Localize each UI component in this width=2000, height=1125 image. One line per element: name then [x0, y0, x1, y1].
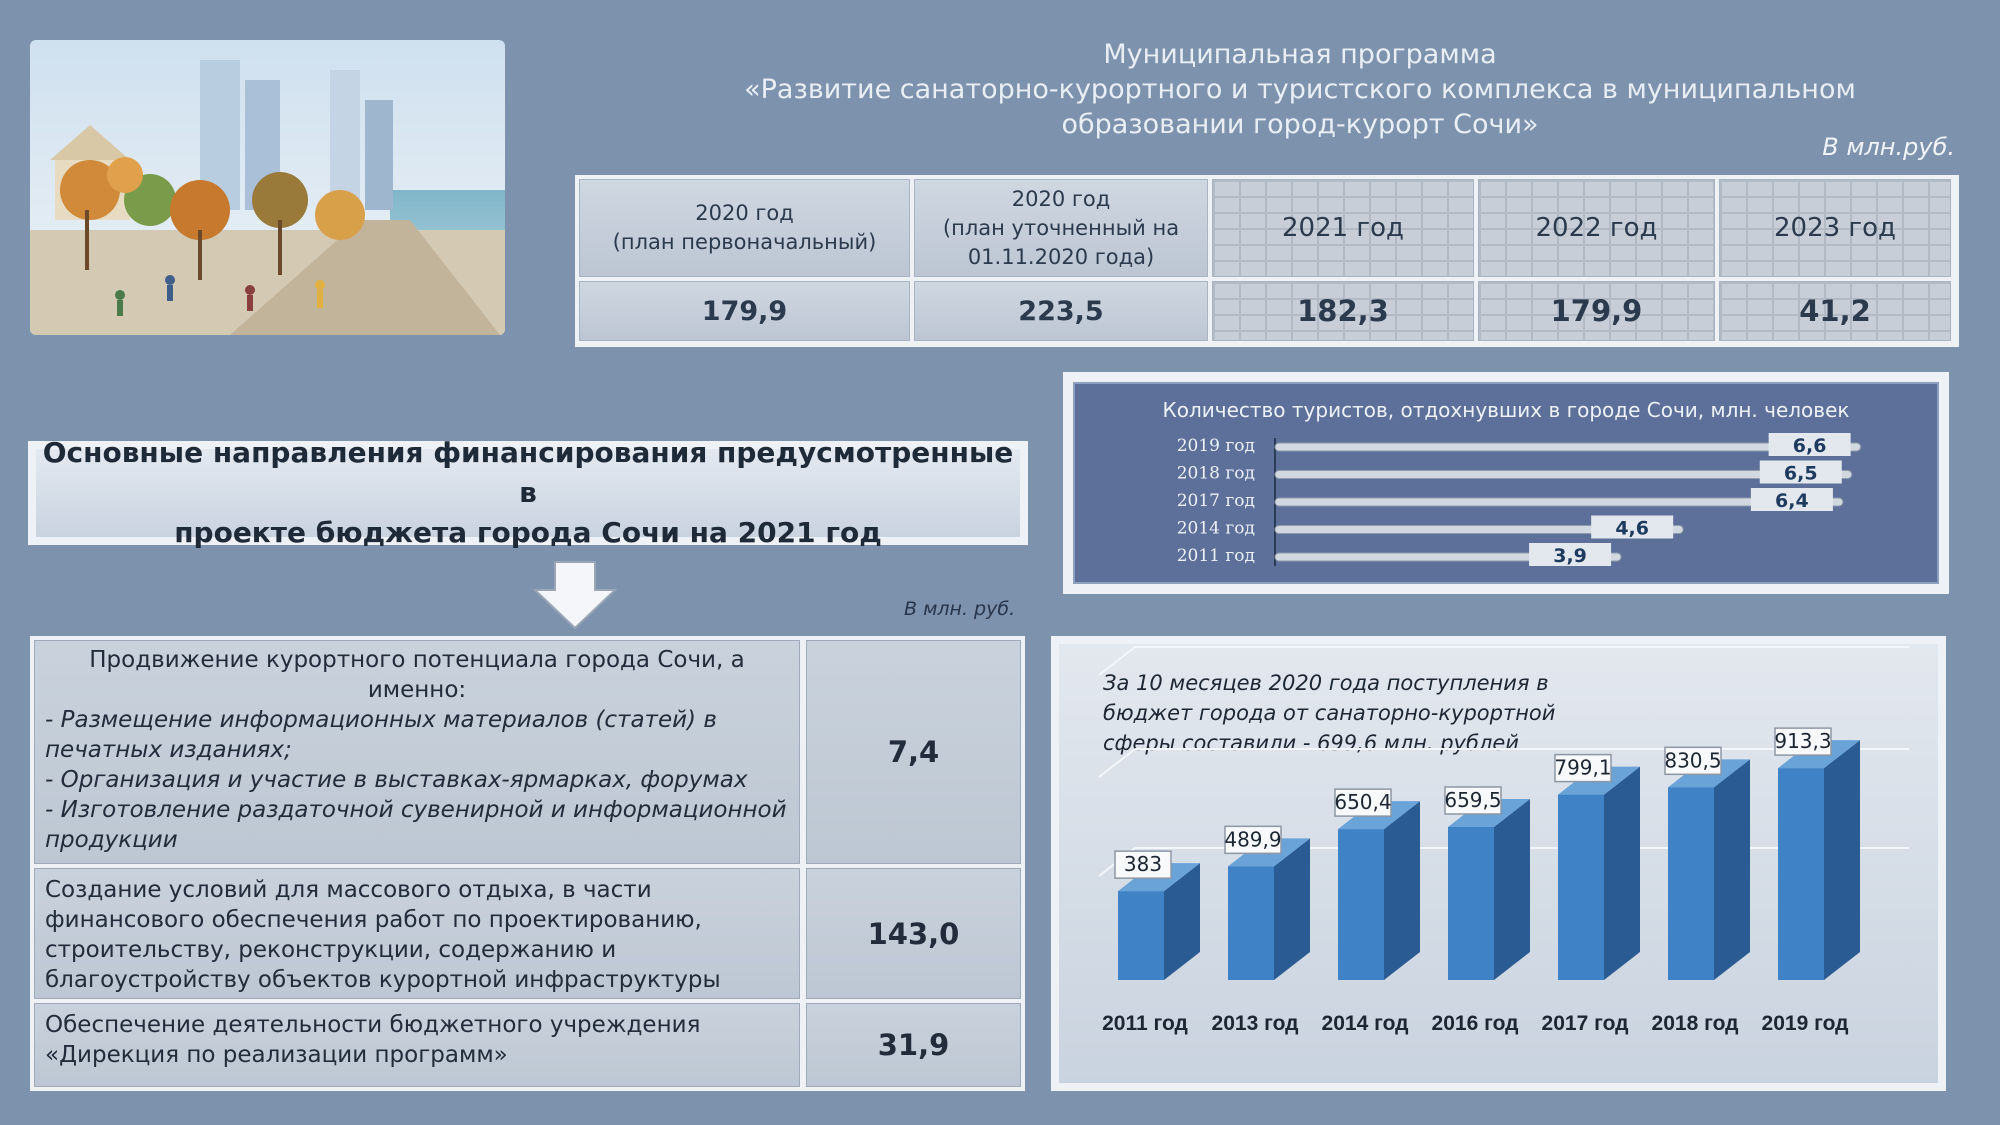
direction-line: Создание условий для массового отдыха, в части — [45, 877, 652, 903]
revenue-value-label: 659,5 — [1444, 787, 1502, 812]
program-title-line-2: «Развитие санаторно-курортного и туристского комплекса в муниципальном — [744, 74, 1856, 105]
revenue-bar-side — [1714, 759, 1750, 980]
revenue-bar — [1668, 787, 1714, 980]
revenue-gridline — [1099, 647, 1135, 675]
direction-description — [34, 868, 800, 999]
revenue-bar-side — [1494, 799, 1530, 980]
revenue-annotation-line: бюджет города от санаторно-курортной — [1103, 701, 1556, 725]
revenue-bar — [1118, 891, 1164, 980]
budget-value-cell: 41,2 — [1719, 281, 1951, 341]
direction-value: 7,4 — [806, 640, 1021, 864]
revenue-bar — [1338, 829, 1384, 980]
direction-value: 143,0 — [806, 868, 1021, 999]
revenue-value-label: 913,3 — [1774, 729, 1832, 754]
tourists-year-label: 2011 год — [1176, 546, 1255, 566]
budget-header-note: (план уточненный на — [942, 215, 1180, 240]
revenue-bar-side — [1604, 767, 1640, 980]
revenue-value-label: 830,5 — [1664, 748, 1722, 773]
direction-line: «Дирекция по реализации программ» — [45, 1042, 508, 1068]
table-row — [34, 868, 1021, 999]
revenue-value-label: 799,1 — [1554, 755, 1612, 780]
tourists-chart-plot — [1075, 384, 1937, 582]
revenue-value-label: 383 — [1123, 852, 1163, 877]
revenue-bar — [1558, 795, 1604, 980]
revenue-bar — [1448, 827, 1494, 980]
budget-value-cell: 179,9 — [1478, 281, 1715, 341]
section-title-line-2: проекте бюджета города Сочи на 2021 год — [174, 516, 882, 549]
revenue-chart — [1051, 636, 1946, 1091]
down-arrow-icon — [533, 560, 617, 630]
table-row — [34, 1003, 1021, 1087]
direction-line: Продвижение курортного потенциала города Сочи, а — [89, 647, 745, 673]
budget-header-cell — [914, 179, 1208, 277]
revenue-year-label: 2014 год — [1321, 1012, 1409, 1035]
revenue-bar-side — [1384, 801, 1420, 980]
directions-unit-label: В млн. руб. — [904, 598, 1016, 620]
budget-header-cell: 2023 год — [1719, 179, 1951, 277]
tourists-year-label: 2014 год — [1176, 518, 1255, 539]
tourists-value-label: 3,9 — [1553, 545, 1587, 567]
tourists-chart-panel — [1073, 382, 1939, 584]
revenue-year-label: 2013 год — [1211, 1012, 1299, 1035]
budget-header-note: 01.11.2020 года) — [967, 244, 1155, 269]
direction-line: - Организация и участие в выставках-ярмарках, форумах — [45, 767, 748, 793]
budget-header-cell: 2022 год — [1478, 179, 1715, 277]
budget-header-year: 2020 год — [1011, 186, 1111, 211]
tourists-chart — [1063, 372, 1949, 594]
directions-table — [30, 636, 1025, 1091]
budget-header-cell — [579, 179, 910, 277]
revenue-bar — [1228, 866, 1274, 980]
direction-line: финансового обеспечения работ по проектированию, — [45, 907, 702, 933]
section-title-line-1: Основные направления финансирования предусмотренные в — [42, 436, 1014, 509]
program-title-line-1: Муниципальная программа — [1103, 39, 1497, 70]
tourists-value-label: 6,6 — [1792, 435, 1827, 457]
direction-line: строительству, реконструкции, содержанию и — [45, 937, 617, 963]
direction-line: продукции — [45, 827, 178, 853]
revenue-value-label: 489,9 — [1224, 827, 1282, 852]
tourists-year-label: 2019 год — [1176, 436, 1255, 456]
revenue-chart-panel — [1059, 644, 1938, 1083]
section-title — [36, 436, 1020, 549]
direction-line: благоустройству объектов курортной инфраструктуры — [45, 967, 721, 993]
direction-description — [34, 640, 800, 864]
direction-line: - Изготовление раздаточной сувенирной и информационной — [45, 797, 787, 823]
revenue-gridline — [1099, 749, 1135, 777]
budget-header-note: (план первоначальный) — [612, 230, 877, 254]
section-header — [28, 436, 1028, 549]
budget-value-cell: 182,3 — [1212, 281, 1474, 341]
direction-description — [34, 1003, 800, 1087]
tourists-year-label: 2017 год — [1176, 491, 1255, 511]
direction-line: - Размещение информационных материалов (статей) в — [45, 707, 717, 733]
revenue-annotation-line: За 10 месяцев 2020 года поступления в — [1103, 671, 1549, 695]
revenue-value-label: 650,4 — [1334, 790, 1392, 815]
revenue-bar — [1778, 768, 1824, 980]
tourists-chart-title: Количество туристов, отдохнувших в городе Сочи, млн. человек — [1162, 398, 1850, 422]
direction-line: Обеспечение деятельности бюджетного учреждения — [45, 1012, 701, 1038]
revenue-year-label: 2017 год — [1541, 1012, 1629, 1035]
revenue-year-label: 2018 год — [1651, 1012, 1739, 1035]
revenue-bar-side — [1824, 740, 1860, 980]
direction-value: 31,9 — [806, 1003, 1021, 1087]
budget-header-cell: 2021 год — [1212, 179, 1474, 277]
table-row — [34, 640, 1021, 864]
direction-line: именно: — [367, 677, 467, 703]
revenue-year-label: 2016 год — [1431, 1012, 1519, 1035]
revenue-year-label: 2019 год — [1761, 1012, 1849, 1035]
tourists-value-label: 4,6 — [1615, 517, 1650, 540]
sochi-promenade-picture — [30, 40, 505, 335]
tourists-value-label: 6,4 — [1775, 490, 1809, 512]
budget-value-cell: 223,5 — [914, 281, 1208, 341]
budget-unit-label: В млн.руб. — [1822, 133, 1955, 161]
program-title-line-3: образовании город-курорт Сочи» — [1061, 109, 1539, 140]
tourists-value-label: 6,5 — [1783, 462, 1818, 485]
budget-table — [575, 175, 1959, 347]
revenue-year-label: 2011 год — [1102, 1012, 1188, 1035]
revenue-chart-plot — [1059, 644, 1938, 1083]
tourists-year-label: 2018 год — [1176, 463, 1255, 484]
budget-header-year: 2020 год — [695, 201, 794, 225]
revenue-annotation-line: сферы составили - 699,6 млн. рублей — [1103, 731, 1519, 755]
budget-value-cell: 179,9 — [579, 281, 910, 341]
direction-line: печатных изданиях; — [45, 737, 292, 763]
